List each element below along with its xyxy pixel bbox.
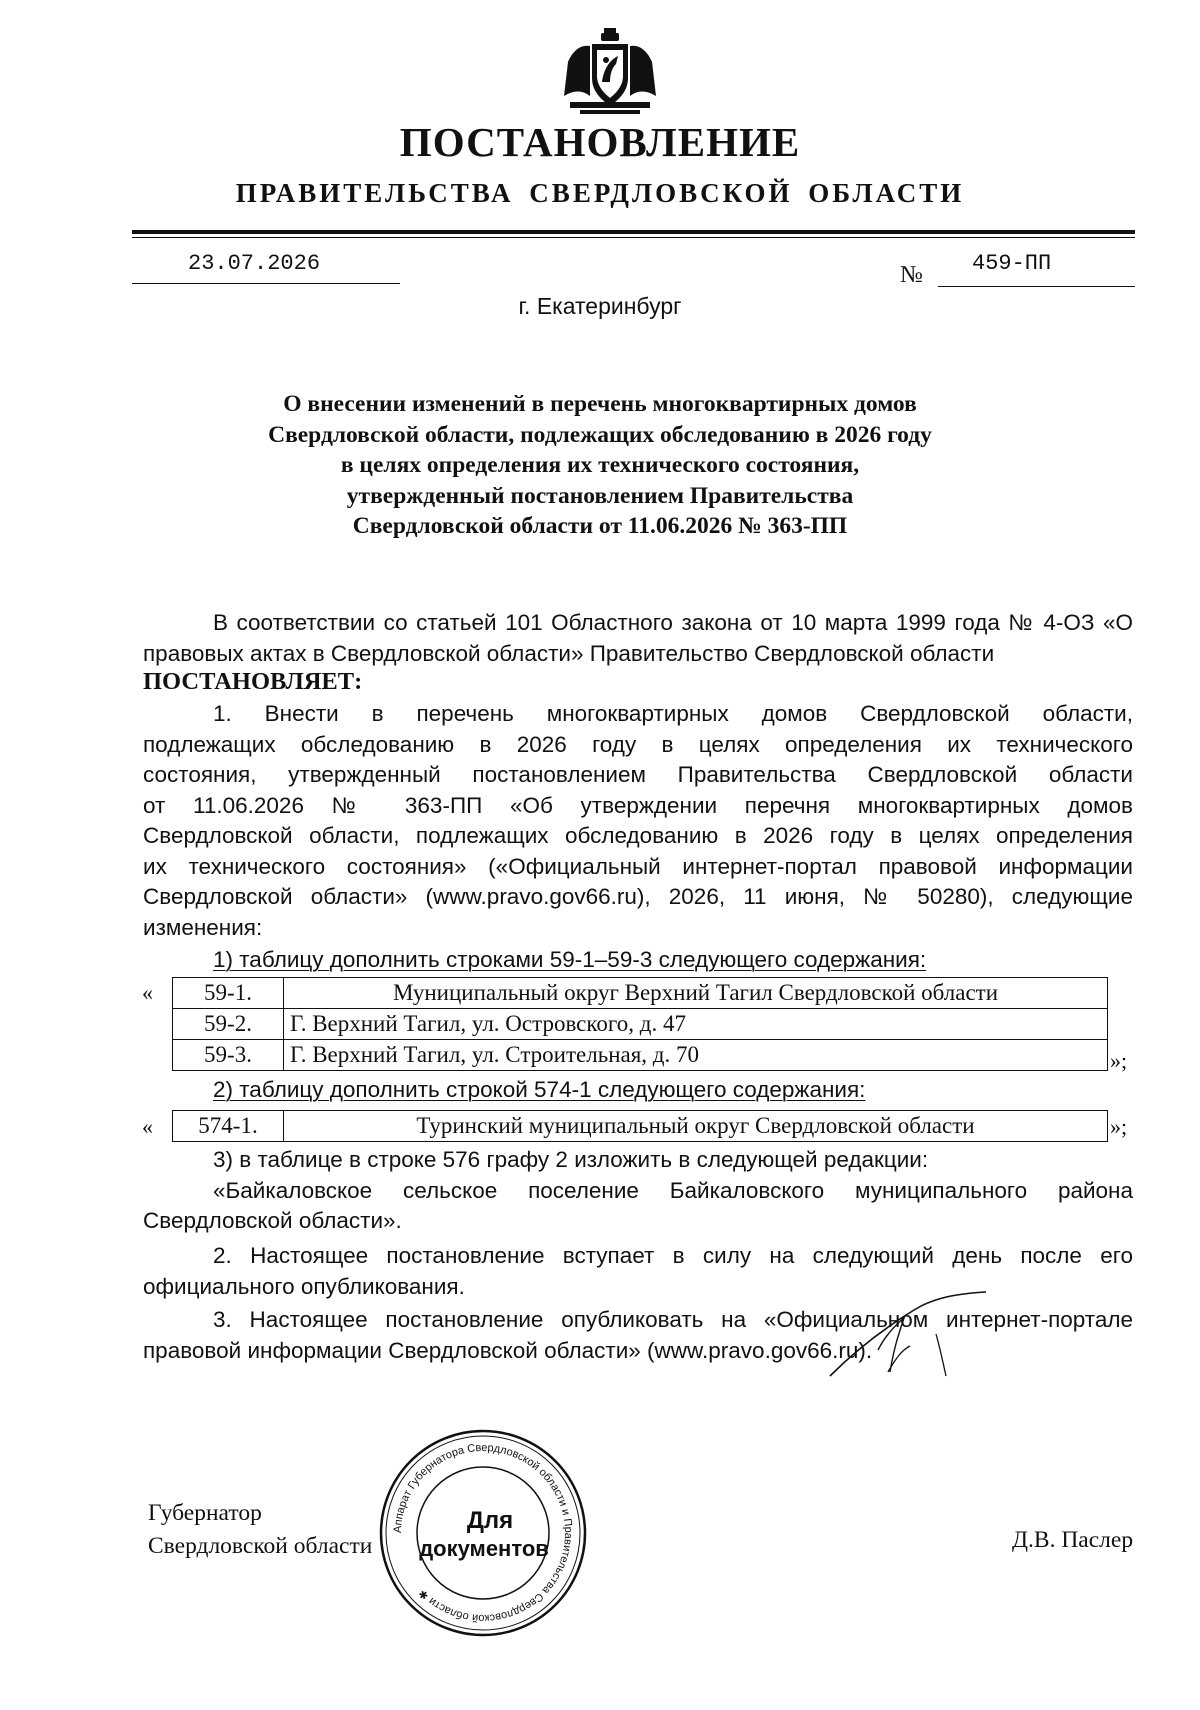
official-stamp (378, 1428, 588, 1638)
paragraph-1-line: подлежащих обследованию в 2026 году в целях определения их технического (143, 731, 1133, 757)
subitem-2-text: 2) таблицу дополнить строкой 574-1 следующего содержания: (213, 1077, 866, 1102)
handwritten-signature (818, 1288, 998, 1398)
row-text: Муниципальный округ Верхний Тагил Свердловской области (284, 978, 1108, 1009)
paragraph-1-line: Свердловской области, подлежащих обследованию в 2026 году в целях определения (143, 823, 1133, 848)
header-divider-thin (132, 237, 1135, 238)
subitem-1-text: 1) таблицу дополнить строками 59-1–59-3 следующего содержания: (213, 947, 927, 972)
table-2 (172, 1110, 1108, 1142)
number-underline (938, 286, 1135, 287)
row-text: Туринский муниципальный округ Свердловской области (284, 1111, 1108, 1142)
stamp-center-line: документов (419, 1536, 549, 1561)
table-row (173, 978, 1108, 1009)
stamp-ring-text: Аппарат Губернатора Свердловской области и Правительства Свердловской области ✱ (391, 1441, 575, 1625)
table-1-close-quote: »; (1110, 1048, 1128, 1073)
subitem-3-quote: «Байкаловское сельское поселение Байкаловского муниципального района Свердловской области». (143, 1177, 1133, 1233)
heading-line: утвержденный постановлением Правительства (346, 482, 854, 509)
signatory-name: Д.В. Паслер (1012, 1527, 1134, 1553)
date-underline (132, 283, 400, 284)
table-row (173, 1111, 1108, 1142)
table-row (173, 1009, 1108, 1040)
row-text: Г. Верхний Тагил, ул. Островского, д. 47 (284, 1009, 1108, 1040)
heading-line: Свердловской области, подлежащих обследованию в 2026 году (268, 421, 932, 448)
document-date: 23.07.2026 (188, 251, 321, 276)
subitem-1 (213, 945, 926, 976)
table-1-open-quote: « (142, 980, 153, 1005)
resolves-label: ПОСТАНОВЛЯЕТ: (143, 668, 363, 695)
issuer-title: ПРАВИТЕЛЬСТВА СВЕРДЛОВСКОЙ ОБЛАСТИ (235, 178, 965, 208)
paragraph-1-line: состояния, утвержденный постановлением Правительства Свердловской области (143, 762, 1133, 787)
stamp-center-line: Для (466, 1507, 514, 1534)
table-2-open-quote: « (142, 1114, 153, 1139)
position-line: Свердловской области (148, 1533, 373, 1559)
paragraph-1-line: Свердловской области» (www.pravo.gov66.ru), 2026, 11 июня, № 50280), следующие (143, 884, 1133, 909)
signatory-position (148, 1497, 372, 1563)
paragraph-1-line: 1. Внести в перечень многоквартирных домов Свердловской области, (213, 701, 1133, 726)
paragraph-1-line: изменения: (143, 914, 263, 940)
document-number: 459-ПП (972, 251, 1052, 276)
table-row (173, 1040, 1108, 1071)
document-type-title: ПОСТАНОВЛЕНИЕ (399, 119, 801, 165)
number-sign: № (900, 262, 923, 288)
position-line: Губернатор (148, 1500, 262, 1526)
document-city: г. Екатеринбург (518, 293, 682, 319)
document-heading (0, 389, 1200, 542)
paragraph-1-line: их технического состояния» («Официальный интернет-портал правовой информации (143, 853, 1133, 879)
header-divider-thick (132, 230, 1135, 234)
row-number: 59-3. (173, 1040, 284, 1071)
paragraph-1 (143, 699, 1133, 943)
table-2-close-quote: »; (1110, 1114, 1128, 1139)
paragraph-1-line: от 11.06.2026 № 363-ПП «Об утверждении перечня многоквартирных домов (143, 792, 1133, 818)
row-text: Г. Верхний Тагил, ул. Строительная, д. 70 (284, 1040, 1108, 1071)
subitem-2 (213, 1075, 865, 1106)
preamble-paragraph: В соответствии со статьей 101 Областного закона от 10 марта 1999 года № 4-ОЗ «О правовых актах в Свердловской области» Правительство Свердловской области (143, 610, 1133, 666)
paragraph-2: 2. Настоящее постановление вступает в силу на следующий день после его официального опубликования. (143, 1243, 1133, 1299)
row-number: 59-1. (173, 978, 284, 1009)
heading-line: Свердловской области от 11.06.2026 № 363-ПП (352, 513, 848, 539)
coat-of-arms-emblem (560, 26, 660, 118)
paragraph-3: 3. Настоящее постановление опубликовать на «Официальном интернет-портале правовой информации Свердловской области» (www.pravo.gov66.ru). (143, 1307, 1133, 1363)
subitem-3 (143, 1145, 1133, 1237)
row-number: 59-2. (173, 1009, 284, 1040)
row-number: 574-1. (173, 1111, 284, 1142)
table-1 (172, 977, 1108, 1071)
heading-line: О внесении изменений в перечень многоквартирных домов (283, 391, 917, 417)
subitem-3-text: 3) в таблице в строке 576 графу 2 изложить в следующей редакции: (213, 1147, 929, 1172)
heading-line: в целях определения их технического состояния, (340, 452, 860, 478)
